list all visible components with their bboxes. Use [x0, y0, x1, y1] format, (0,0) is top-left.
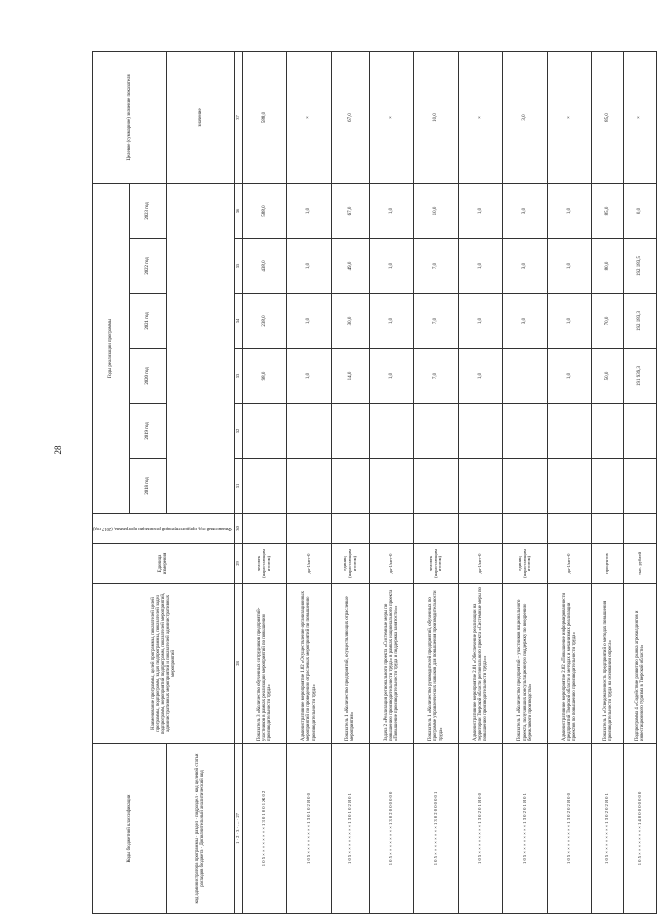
name-cell: Показатель 1 «Осведомленность предприятий о методах повышения производительности труда на основании опроса» [592, 584, 624, 744]
final-value-cell: × [624, 51, 656, 183]
base-year-cell [624, 514, 656, 544]
unit-cell: человек (нарастающим итогом) [414, 544, 459, 584]
value-2023-cell: 85,0 [592, 183, 624, 238]
value-2022-cell: 3,0 [503, 239, 548, 294]
colnum-33: 33 [234, 349, 242, 404]
value-2019-cell [547, 404, 592, 459]
value-2022-cell: 80,0 [592, 239, 624, 294]
value-2020-cell: 1,0 [547, 349, 592, 404]
program-indicators-table [92, 51, 657, 914]
colnum-37: 37 [234, 51, 242, 183]
colnum-28: 28 [234, 584, 242, 744]
value-2020-cell: 14,0 [331, 349, 369, 404]
header-year-2018: 2018 год [129, 459, 166, 514]
document-table-frame [92, 52, 646, 914]
value-2020-cell: 191 939,3 [624, 349, 656, 404]
final-value-cell: × [547, 51, 592, 183]
final-value-cell: × [369, 51, 414, 183]
colnum-32: 32 [234, 404, 242, 459]
colnum-36: 36 [234, 183, 242, 238]
table-row [414, 51, 459, 913]
name-cell: Административное мероприятие 2.02 «Повышение информированности предприятий Тверской области о методах и механизмах реализации проектов по повышению производительности труда» [547, 584, 592, 744]
final-value-cell: 85,0 [592, 51, 624, 183]
base-year-cell [369, 514, 414, 544]
value-2018-cell [414, 459, 459, 514]
value-2023-cell: 10,0 [414, 183, 459, 238]
value-2023-cell: 0,0 [624, 183, 656, 238]
value-2021-cell: 70,0 [592, 294, 624, 349]
table-row [369, 51, 414, 913]
code-cell: 1 0 5 × × × × × × × × 1 3 0 2 0 0 0 0 0 0 [369, 744, 414, 914]
header-years-caption: Годы реализации программы [93, 183, 130, 513]
code-cell: 1 0 5 × × × × × × × × 1 3 0 2 0 1 Я 0 1 [503, 744, 548, 914]
base-year-cell [503, 514, 548, 544]
value-2019-cell [414, 404, 459, 459]
header-year-2020: 2020 год [129, 349, 166, 404]
value-2018-cell [242, 459, 287, 514]
value-2021-cell: 238,0 [242, 294, 287, 349]
code-cell: 1 0 5 × × × × × × × × 1 3 0 2 0 2 Я 0 1 [592, 744, 624, 914]
final-value-cell: 67,0 [331, 51, 369, 183]
value-2020-cell: 7,0 [414, 349, 459, 404]
value-2023-cell: 3,0 [503, 183, 548, 238]
value-2021-cell: 192 183,3 [624, 294, 656, 349]
code-cell: 1 0 5 × × × × × × × × 1 3 0 1 0 2 Я 0 1 [331, 744, 369, 914]
name-cell: Показатель 1 «Количество руководителей предприятий, обученных по программе управленческих навыков для повышения производительности труда» [414, 584, 459, 744]
value-2022-cell: 438,0 [242, 239, 287, 294]
value-2021-cell: 7,0 [414, 294, 459, 349]
header-unit: Единица измерения [93, 544, 235, 584]
value-2020-cell: 1,0 [369, 349, 414, 404]
value-2020-cell: 1,0 [287, 349, 332, 404]
final-value-cell: × [458, 51, 503, 183]
code-cell: 1 0 5 × × × × × × × × 1 3 0 1 0 0 1 Ж 0 2 [242, 744, 287, 914]
header-code-subcolumns: код администратора программы · раздел · подраздел · код целевой статьи расходов бюджета · Дополнительный аналитический код [166, 744, 234, 914]
base-year-cell [242, 514, 287, 544]
table-row [458, 51, 503, 913]
header-base-year: Финансовый год, предшествующий реализации программы, (2017 год) [93, 514, 235, 544]
code-cell: 1 0 5 × × × × × × × × 1 3 0 2 0 1 Я 0 0 [458, 744, 503, 914]
value-2020-cell: 1,0 [458, 349, 503, 404]
final-value-cell: × [287, 51, 332, 183]
value-2018-cell [503, 459, 548, 514]
unit-cell: единиц (нарастающим итогом) [503, 544, 548, 584]
final-value-cell: 10,0 [414, 51, 459, 183]
value-2021-cell: 1,0 [287, 294, 332, 349]
base-year-cell [414, 514, 459, 544]
value-2019-cell [458, 404, 503, 459]
value-2022-cell: 1,0 [458, 239, 503, 294]
name-cell: Административное мероприятие 2.01 «Обеспечение реализации на территории Тверской области регионального проекта «Системные меры по повышению производительности труда»» [458, 584, 503, 744]
name-cell: Показатель 1 «Количество предприятий, осуществляющих отраслевые мероприятия» [331, 584, 369, 744]
value-2023-cell: 588,0 [242, 183, 287, 238]
value-2021-cell: 1,0 [458, 294, 503, 349]
value-2021-cell: 1,0 [369, 294, 414, 349]
value-2023-cell: 1,0 [547, 183, 592, 238]
value-2023-cell: 67,0 [331, 183, 369, 238]
table-row [287, 51, 332, 913]
value-2019-cell [624, 404, 656, 459]
final-value-cell: 588,0 [242, 51, 287, 183]
header-years-subline [166, 183, 234, 513]
code-cell: 1 0 5 × × × × × × × × 1 3 0 2 0 2 Я 0 0 [547, 744, 592, 914]
unit-cell: да-1/нет-0 [458, 544, 503, 584]
unit-cell: человек (нарастающим итогом) [242, 544, 287, 584]
page-number: 28 [53, 445, 63, 455]
name-cell: Показатель 1 «Количество предприятий – участников национального проекта, получивших консультационную поддержку по внедрению бережливого производства» [503, 584, 548, 744]
base-year-cell [287, 514, 332, 544]
value-2022-cell: 1,0 [547, 239, 592, 294]
name-cell: Подпрограмма 4 «Содействие развитию рынка агрохолдингов и инвестиционного туризма в Тверской области» [624, 584, 656, 744]
value-2023-cell: 1,0 [369, 183, 414, 238]
table-row [242, 51, 287, 913]
value-2019-cell [369, 404, 414, 459]
header-row-1 [93, 51, 130, 913]
value-2018-cell [369, 459, 414, 514]
value-2019-cell [592, 404, 624, 459]
header-year-2021: 2021 год [129, 294, 166, 349]
header-year-2023: 2023 год [129, 183, 166, 238]
value-2022-cell: 7,0 [414, 239, 459, 294]
header-budget-codes: Коды бюджетной классификации [93, 744, 167, 914]
value-2023-cell: 1,0 [458, 183, 503, 238]
value-2022-cell: 1,0 [369, 239, 414, 294]
value-2023-cell: 1,0 [287, 183, 332, 238]
colnum-31: 31 [234, 459, 242, 514]
base-year-cell [592, 514, 624, 544]
value-2021-cell: 30,0 [331, 294, 369, 349]
unit-cell: единиц (нарастающим итогом) [331, 544, 369, 584]
unit-cell: процентов [592, 544, 624, 584]
final-value-cell: 3,0 [503, 51, 548, 183]
column-number-row [234, 51, 242, 913]
value-2022-cell: 49,0 [331, 239, 369, 294]
name-cell: Задача 2 «Реализация регионального проекта «Системные меры по повышению производительности труда» в рамках национального проекта «Повышение производительности труда и поддержка занятости»» [369, 584, 414, 744]
header-value-label: значение [166, 51, 234, 183]
value-2019-cell [242, 404, 287, 459]
table-row [331, 51, 369, 913]
value-2019-cell [503, 404, 548, 459]
table-row [503, 51, 548, 913]
value-2019-cell [287, 404, 332, 459]
value-2018-cell [458, 459, 503, 514]
table-row [624, 51, 656, 913]
code-cell: 1 0 5 × × × × × × × × 1 3 0 2 0 0 0 0 0 1 [414, 744, 459, 914]
table-row [592, 51, 624, 913]
base-year-cell [547, 514, 592, 544]
value-2020-cell: 98,0 [242, 349, 287, 404]
base-year-cell [458, 514, 503, 544]
colnum-30: 30 [234, 514, 242, 544]
name-cell: Показатель 3 «Количество обученных сотрудников предприятий-участников в рамках реализации мероприятий по повышению производительности труда» [242, 584, 287, 744]
header-year-2022: 2022 год [129, 239, 166, 294]
value-2018-cell [547, 459, 592, 514]
value-2021-cell: 1,0 [547, 294, 592, 349]
value-2018-cell [624, 459, 656, 514]
value-2022-cell: 1,0 [287, 239, 332, 294]
colnum-34: 34 [234, 294, 242, 349]
name-cell: Административное мероприятие 1.02 «Осуществление организационных мероприятий по проведению отраслевых мероприятий по повышению производительности труда» [287, 584, 332, 744]
unit-cell: да-1/нет-0 [369, 544, 414, 584]
header-year-2019: 2019 год [129, 404, 166, 459]
header-final-caption: Целевое (суммарное) значение показателя [93, 51, 167, 183]
value-2018-cell [287, 459, 332, 514]
code-cell: 1 0 5 × × × × × × × × 1 3 0 1 0 2 Я 0 0 [287, 744, 332, 914]
code-cell: 1 0 5 × × × × × × × × 1 4 0 0 0 0 0 0 0 0 [624, 744, 656, 914]
value-2020-cell: 50,0 [592, 349, 624, 404]
base-year-cell [331, 514, 369, 544]
colnum-29: 29 [234, 544, 242, 584]
header-row-3 [166, 51, 234, 913]
unit-cell: тыс. рублей [624, 544, 656, 584]
unit-cell: да-1/нет-0 [287, 544, 332, 584]
table-row [547, 51, 592, 913]
value-2019-cell [331, 404, 369, 459]
value-2020-cell [503, 349, 548, 404]
header-name: Наименование программы, целей программы, показателей целей программы, подпрограмм, задач подпрограммы, показателей задач подпрограмм, мероприятий подпрограмм, показателей мероприятий, административных мероприятий и показателей административных мероприятий [93, 584, 235, 744]
colnums-codes: 1 · 2 · 3 · … · 27 [234, 744, 242, 914]
colnum-35: 35 [234, 239, 242, 294]
value-2021-cell: 3,0 [503, 294, 548, 349]
unit-cell: да-1/нет-0 [547, 544, 592, 584]
value-2022-cell: 192 183,5 [624, 239, 656, 294]
value-2018-cell [331, 459, 369, 514]
value-2018-cell [592, 459, 624, 514]
